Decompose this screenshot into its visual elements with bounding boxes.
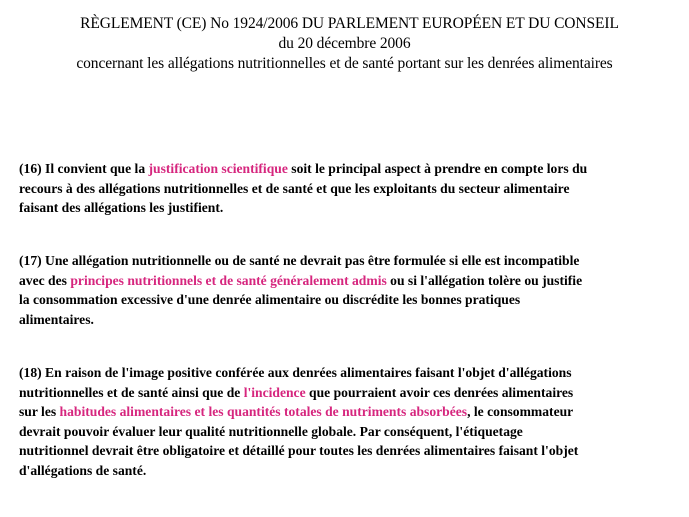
recital-17-line-2 — [19, 271, 679, 291]
recital-16-line-3: faisant des allégations les justifient. — [19, 200, 224, 215]
text-segment: ou si l'allégation tolère ou justifie — [386, 272, 583, 288]
regulation-title: RÈGLEMENT (CE) No 1924/2006 DU PARLEMENT EUROPÉEN ET DU CONSEIL — [80, 15, 619, 32]
text-segment: que pourraient avoir ces denrées alimentaires — [305, 384, 574, 400]
highlighted-term: l'incidence — [243, 384, 306, 400]
recital-18-line-6: d'allégations de santé. — [19, 462, 147, 478]
highlighted-term: principes nutritionnels et de santé généralement admis — [70, 272, 387, 288]
document-header — [0, 14, 689, 74]
recital-18-line-2 — [19, 383, 679, 403]
recital-17-line-3: la consommation excessive d'une denrée alimentaire ou discrédite les bonnes pratiques — [19, 292, 521, 307]
recital-16-line-1 — [19, 159, 679, 179]
recital-18 — [19, 363, 679, 480]
recital-16 — [19, 159, 679, 218]
text-segment: , le consommateur — [467, 404, 574, 419]
highlighted-term: justification scientifique — [148, 161, 288, 176]
text-segment: avec des — [19, 272, 71, 288]
regulation-subject: concernant les allégations nutritionnelles et de santé portant sur les denrées alimentaires — [76, 55, 613, 72]
recital-17-line-4: alimentaires. — [19, 311, 94, 327]
highlighted-term: habitudes alimentaires et les quantités totales de nutriments absorbées — [59, 404, 468, 419]
text-segment: soit le principal aspect à prendre en compte lors du — [287, 161, 588, 176]
recital-18-line-5: nutritionnel devrait être obligatoire et détaillé pour toutes les denrées alimentaires faisant l'objet — [19, 443, 579, 458]
recital-17 — [19, 251, 679, 329]
recital-16-line-2: recours à des allégations nutritionnelles et de santé et que les exploitants du secteur alimentaire — [19, 180, 570, 196]
recital-17-line-1: (17) Une allégation nutritionnelle ou de santé ne devrait pas être formulée si elle est incompatible — [19, 253, 580, 268]
recital-18-line-3 — [19, 402, 679, 422]
text-segment: sur les — [19, 404, 60, 419]
recital-18-line-4: devrait pouvoir évaluer leur qualité nutritionnelle globale. Par conséquent, l'étiquetage — [19, 423, 523, 439]
text-segment: nutritionnelles et de santé ainsi que de — [19, 384, 244, 400]
text-segment: (16) Il convient que la — [19, 161, 149, 176]
regulation-date: du 20 décembre 2006 — [278, 35, 411, 52]
recital-18-line-1: (18) En raison de l'image positive conférée aux denrées alimentaires faisant l'objet d'allégations — [19, 365, 572, 380]
